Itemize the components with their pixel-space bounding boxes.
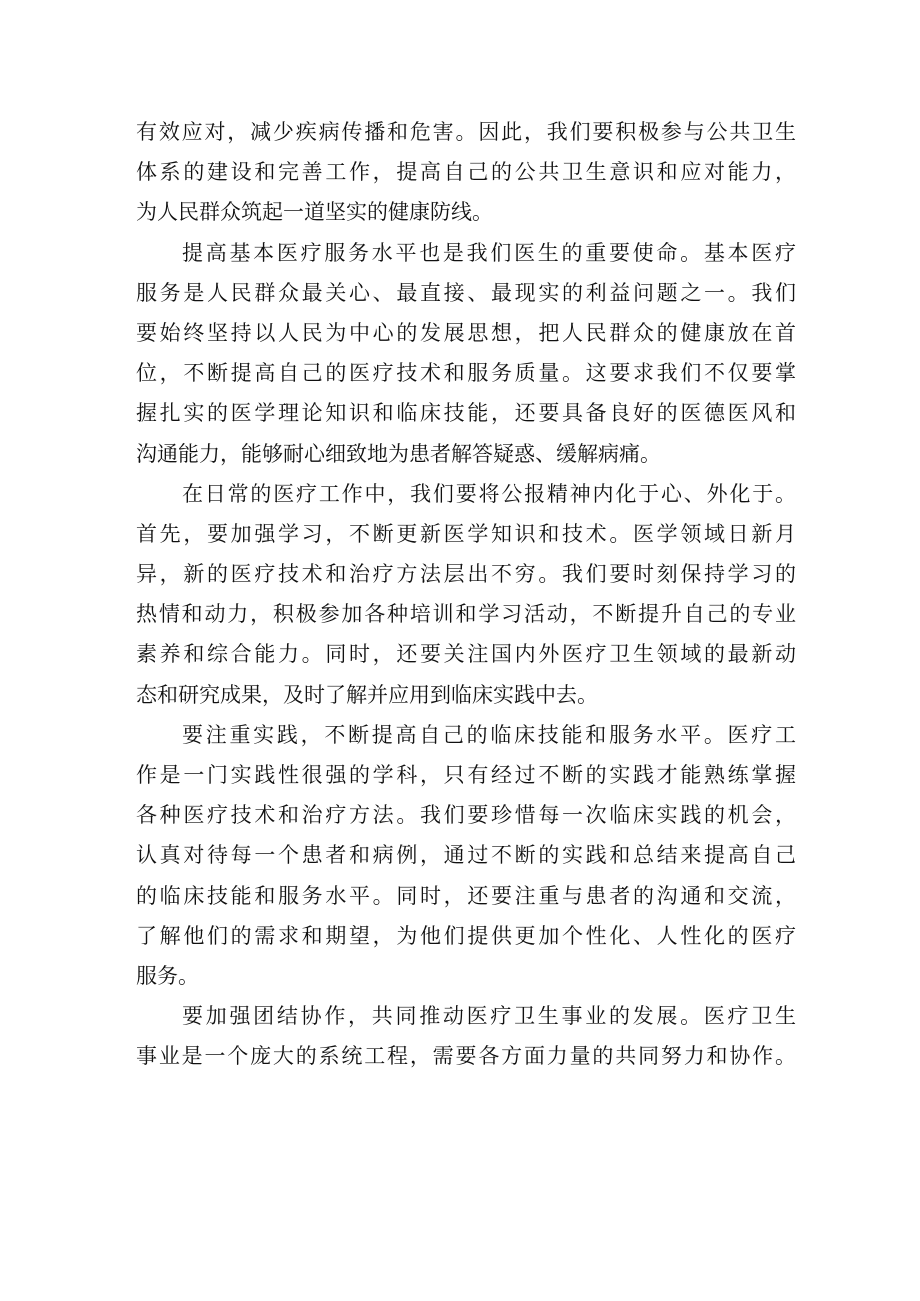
text-line: 位，不断提高自己的医疗技术和服务质量。这要求我们不仅要掌: [136, 361, 796, 386]
text-line: 体系的建设和完善工作，提高自己的公共卫生意识和应对能力，: [136, 160, 796, 185]
text-line: 握扎实的医学理论知识和临床技能，还要具备良好的医德医风和: [136, 401, 796, 426]
text-line: 提高基本医疗服务水平也是我们医生的重要使命。基本医疗: [182, 240, 796, 265]
text-line: 服务。: [136, 963, 199, 988]
text-line: 要加强团结协作，共同推动医疗卫生事业的发展。医疗卫生: [182, 1004, 796, 1029]
text-line: 沟通能力，能够耐心细致地为患者解答疑惑、缓解病痛。: [136, 441, 661, 466]
text-line: 认真对待每一个患者和病例，通过不断的实践和总结来提高自己: [136, 843, 796, 868]
text-line: 各种医疗技术和治疗方法。我们要珍惜每一次临床实践的机会，: [136, 803, 796, 828]
text-line: 素养和综合能力。同时，还要关注国内外医疗卫生领域的最新动: [136, 642, 796, 667]
text-line: 事业是一个庞大的系统工程，需要各方面力量的共同努力和协作。: [136, 1044, 796, 1069]
text-line: 的临床技能和服务水平。同时，还要注重与患者的沟通和交流，: [136, 883, 796, 908]
text-line: 了解他们的需求和期望，为他们提供更加个性化、人性化的医疗: [136, 923, 796, 948]
body-text: [136, 112, 796, 1077]
text-line: 在日常的医疗工作中，我们要将公报精神内化于心、外化于。: [182, 481, 796, 506]
text-line: 态和研究成果，及时了解并应用到临床实践中去。: [136, 682, 598, 707]
text-line: 服务是人民群众最关心、最直接、最现实的利益问题之一。我们: [136, 280, 796, 305]
text-line: 为人民群众筑起一道坚实的健康防线。: [136, 200, 493, 225]
text-line: 要注重实践，不断提高自己的临床技能和服务水平。医疗工: [182, 722, 796, 747]
text-line: 有效应对，减少疾病传播和危害。因此，我们要积极参与公共卫生: [136, 120, 796, 144]
text-line: 热情和动力，积极参加各种培训和学习活动，不断提升自己的专业: [136, 602, 796, 627]
text-line: 异，新的医疗技术和治疗方法层出不穷。我们要时刻保持学习的: [136, 562, 796, 587]
text-line: 首先，要加强学习，不断更新医学知识和技术。医学领域日新月: [136, 521, 796, 546]
text-line: 要始终坚持以人民为中心的发展思想，把人民群众的健康放在首: [136, 320, 796, 345]
text-line: 作是一门实践性很强的学科，只有经过不断的实践才能熟练掌握: [136, 763, 796, 787]
